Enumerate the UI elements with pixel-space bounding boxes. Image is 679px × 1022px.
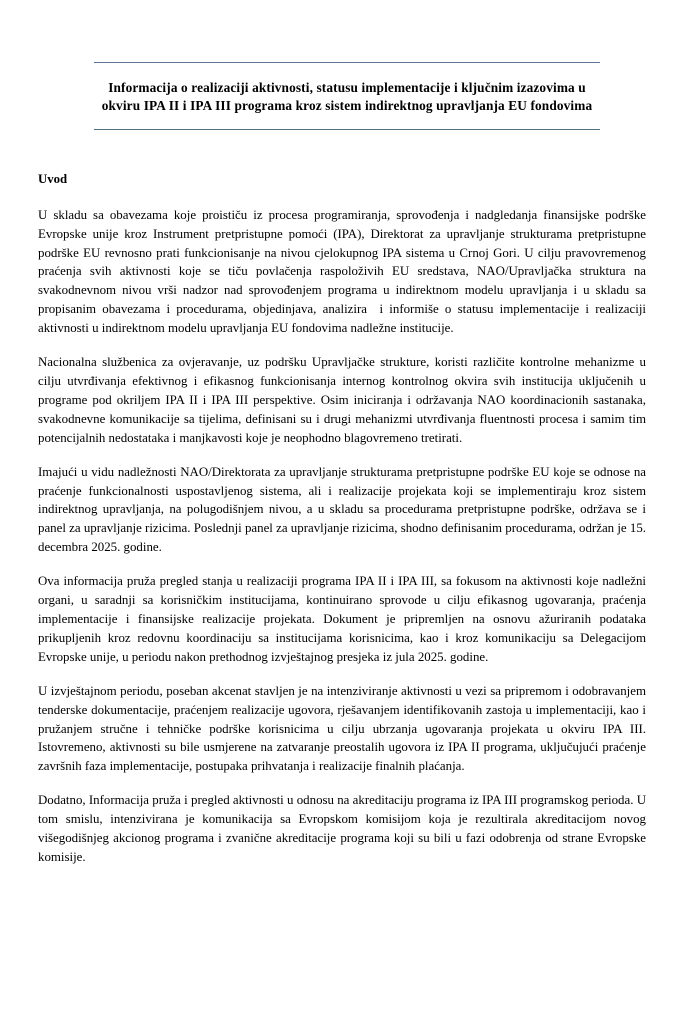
body-paragraph: U izvještajnom periodu, poseban akcenat stavljen je na intenziviranje aktivnosti u vezi sa pripremom i odobravanjem tenderske dokumentacije, praćenjem realizacije ugovora, rješavanjem identifikovanih zastoja u implementaciji, kao i pružanjem stručne i tehničke podrške korisnicima u cilju ubrzanja ugovaranja projekata u okviru IPA III. Istovremeno, aktivnosti su bile usmjerene na zatvaranje preostalih ugovora iz IPA II programa, uključujući praćenje završnih faza implementacije, postupaka prihvatanja i realizacije finalnih plaćanja. (38, 683, 650, 774)
body-paragraph: Dodatno, Informacija pruža i pregled aktivnosti u odnosu na akreditaciju programa iz IPA III programskog perioda. U tom smislu, intenzivirana je komunikacija sa Evropskom komisijom koja je rezultirala akreditacijom novog višegodišnjeg akcionog programa i zvanične akreditacije programa koji su bili u fazi odobrenja od strane Evropske komisije. (38, 793, 650, 864)
title-bottom-rule (94, 129, 600, 130)
page-title: Informacija o realizaciji aktivnosti, statusu implementacije i ključnim izazovima u okviru IPA II i IPA III programa kroz sistem indirektnog upravljanja EU fondovima (101, 80, 593, 114)
document-body (38, 172, 650, 866)
document-page (0, 62, 679, 1022)
body-paragraph: Imajući u vidu nadležnosti NAO/Direktorata za upravljanje strukturama pretpristupne podrške EU koje se odnose na praćenje funkcionalnosti uspostavljenog sistema, ali i realizacije projekata koji se implementiraju kroz sistem indirektnog upravljanja, na polugodišnjem nivou, a u skladu sa procedurama pretpristupne podrške, održava se i panel za upravljanje rizicima. Poslednji panel za upravljanje rizicima, shodno definisanim procedurama, održan je 15. decembra 2025. godine. (38, 464, 650, 555)
section-heading-uvod: Uvod (38, 172, 68, 187)
title-block (94, 62, 600, 130)
body-paragraph: Nacionalna službenica za ovjeravanje, uz podršku Upravljačke strukture, koristi različite kontrolne mehanizme u cilju utvrđivanja efektivnog i efikasnog funkcionisanja internog kontrolnog okvira svih institucija uključenih u programe pod okriljem IPA II i IPA III perspektive. Osim iniciranja i održavanja NAO koordinacionih sastanaka, svakodnevne komunikacije sa tijelima, definisani su i drugi mehanizmi utvrđivanja fluentnosti procesa i samim tim potencijalnih nedostataka i manjkavosti koje je neophodno blagovremeno tretirati. (38, 355, 650, 445)
body-paragraph: Ova informacija pruža pregled stanja u realizaciji programa IPA II i IPA III, sa fokusom na aktivnosti koje nadležni organi, u saradnji sa korisničkim institucijama, kontinuirano sprovode u cilju efikasnog ugovaranja, praćenja implementacije i finansijske realizacije projekata. Dokument je pripremljen na osnovu ažuriranih podataka prikupljenih kroz redovnu koordinaciju sa institucijama korisnicima, kao i kroz komunikaciju sa Delegacijom Evropske unije, u periodu nakon prethodnog izvještajnog presjeka iz jula 2025. godine. (38, 574, 650, 664)
body-paragraph: U skladu sa obavezama koje proističu iz procesa programiranja, sprovođenja i nadgledanja finansijske podrške Evropske unije kroz Instrument pretpristupne pomoći (IPA), Direktorat za upravljanje strukturama pretpristupne podrške EU revnosno prati funkcionisanje na nivou cjelokupnog IPA sistema u Crnoj Gori. U cilju pravovremenog praćenja svih aktivnosti koje se tiču povlačenja raspoloživih EU sredstava, NAO/Upravljačka struktura na svakodnevnom nivou vrši nadzor nad sprovođenjem programa u indirektnom modelu upravljanja i u skladu sa propisanim obavezama i procedurama, objedinjava, analizira i informiše o statusu implementacije i realizaciji aktivnosti u indirektnom modelu upravljanja EU fondovima nadležne institucije. (38, 207, 650, 336)
